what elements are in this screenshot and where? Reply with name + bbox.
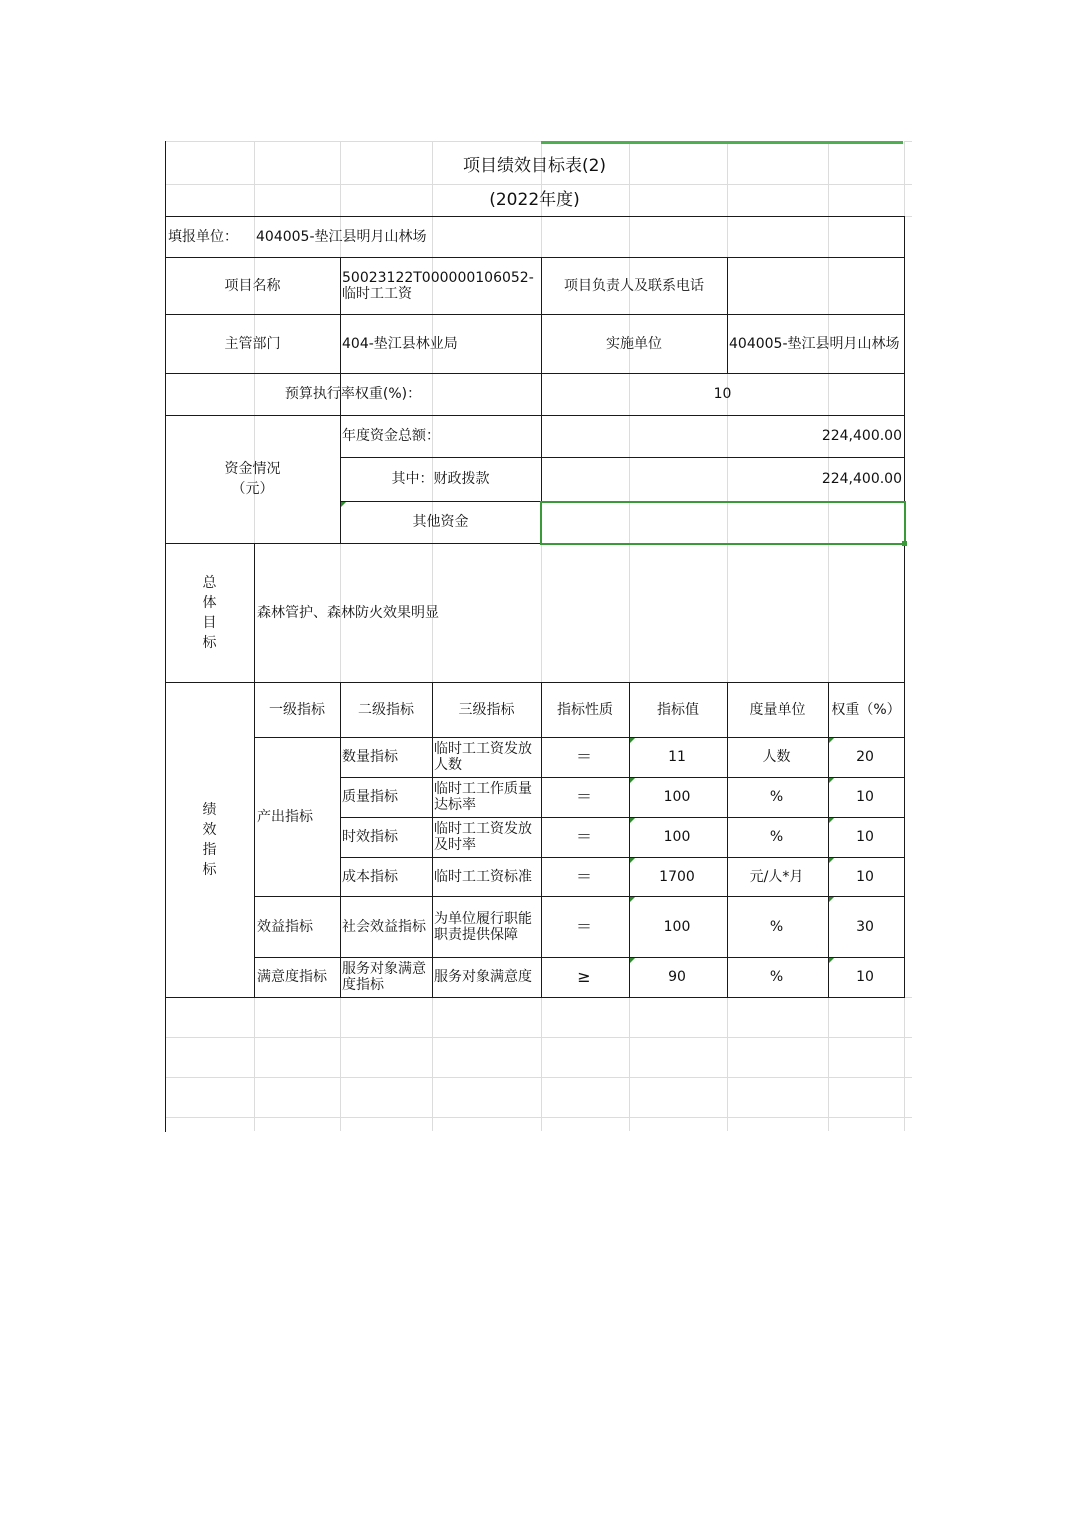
border-v	[254, 543, 255, 998]
indicator-w: 10	[856, 969, 874, 985]
filler-label: 填报单位：	[168, 228, 238, 245]
indicator-unit: %	[769, 969, 784, 985]
header-cell: 度量单位	[749, 701, 806, 718]
vertical-char: 体	[202, 594, 217, 611]
indicator-l2: 服务对象满意度指标	[342, 961, 426, 993]
cell-marker	[829, 738, 834, 743]
gridline-h	[165, 1037, 912, 1038]
dept-label: 主管部门	[224, 335, 281, 352]
indicator-l2: 成本指标	[342, 868, 398, 885]
header-cell: 三级指标	[458, 701, 515, 718]
indicator-l3: 为单位履行职能职责提供保障	[434, 910, 532, 943]
header-cell: 一级指标	[269, 701, 325, 718]
indicator-l2: 时效指标	[342, 829, 398, 845]
project-name-label: 项目名称	[224, 277, 281, 294]
cell-marker	[829, 958, 834, 963]
header-cell: 二级指标	[358, 701, 414, 718]
contact-label: 项目负责人及联系电话	[564, 277, 704, 294]
sheet-title: 项目绩效目标表(2)	[462, 156, 607, 176]
goal-value: 森林管护、森林防火效果明显	[257, 604, 439, 621]
cell-marker	[341, 502, 346, 507]
indicator-l3: 临时工工资标准	[434, 868, 532, 885]
fiscal-value: 224,400.00	[821, 471, 902, 487]
vertical-char: 绩	[202, 801, 217, 818]
indicator-unit: %	[769, 789, 784, 805]
cell-marker	[829, 897, 834, 902]
budget-rate-value: 10	[713, 386, 732, 402]
cell-marker	[630, 818, 635, 823]
vertical-char: 标	[202, 634, 217, 651]
vertical-char: 效	[202, 821, 217, 838]
impl-value: 404005-垫江县明月山林场	[729, 335, 900, 352]
indicator-op: ＝	[575, 866, 592, 886]
indicator-w: 10	[856, 868, 874, 885]
indicator-unit: %	[769, 829, 784, 845]
selected-column-indicator	[541, 141, 903, 144]
indicator-l3: 临时工工资发放人数	[434, 741, 532, 773]
indicator-l2: 社会效益指标	[342, 918, 426, 935]
cell-marker	[829, 818, 834, 823]
cell-marker	[630, 738, 635, 743]
indicator-w: 30	[856, 918, 874, 935]
cell-marker	[829, 858, 834, 863]
indicator-op: ＝	[575, 916, 592, 936]
annual-total-value: 224,400.00	[821, 428, 902, 444]
cell-marker	[630, 778, 635, 783]
dept-value: 404-垫江县林业局	[342, 335, 458, 352]
perf-label	[165, 682, 254, 997]
cell-marker	[630, 858, 635, 863]
gridline-h	[904, 141, 912, 142]
selected-cell[interactable]	[540, 501, 906, 545]
indicator-w: 10	[856, 829, 874, 845]
indicator-l2: 质量指标	[342, 789, 398, 805]
cell-marker	[829, 778, 834, 783]
header-cell: 权重（%）	[831, 701, 901, 718]
border-v	[904, 216, 905, 998]
header-cell: 指标性质	[557, 701, 613, 718]
vertical-char: 指	[202, 841, 217, 858]
fill-handle[interactable]	[902, 541, 907, 546]
indicator-op: ＝	[575, 827, 592, 846]
indicator-unit: 元/人*月	[749, 868, 804, 885]
indicator-op: ＝	[575, 787, 592, 806]
gridline-h	[165, 1117, 912, 1118]
project-name-value: 50023122T000000106052-临时工工资	[342, 269, 534, 302]
gridline-h	[165, 1077, 912, 1078]
indicator-unit: %	[769, 918, 784, 935]
gridline-h	[904, 997, 912, 998]
funds-label: 资金情况 （元）	[224, 461, 281, 497]
goal-label	[165, 543, 254, 682]
fiscal-label: 其中：财政拨款	[391, 471, 490, 487]
indicator-val: 100	[663, 829, 691, 845]
indicator-l3: 临时工工作质量达标率	[434, 781, 532, 813]
indicator-w: 20	[856, 749, 874, 765]
other-funds-label: 其他资金	[412, 514, 469, 530]
indicator-w: 10	[856, 789, 874, 805]
contact-value	[727, 257, 904, 314]
level1-benefit: 效益指标	[257, 918, 313, 935]
impl-label: 实施单位	[606, 335, 662, 352]
level1-satisfaction: 满意度指标	[257, 969, 327, 985]
indicator-val: 90	[668, 969, 686, 985]
indicator-unit: 人数	[762, 749, 791, 765]
indicator-l2: 数量指标	[342, 749, 398, 765]
header-cell: 指标值	[657, 701, 699, 718]
vertical-char: 目	[202, 614, 217, 631]
indicator-op: ≥	[577, 967, 591, 986]
border-h	[165, 997, 905, 998]
indicator-val: 11	[668, 749, 686, 765]
indicator-val: 100	[663, 918, 691, 935]
vertical-char: 总	[202, 574, 217, 591]
filler-value: 404005-垫江县明月山林场	[256, 228, 427, 245]
cell-marker	[630, 897, 635, 902]
indicator-val: 100	[663, 789, 691, 805]
cell-marker	[630, 958, 635, 963]
gridline-h	[165, 141, 541, 142]
indicator-val: 1700	[659, 868, 695, 885]
indicator-l3: 服务对象满意度	[434, 969, 532, 985]
indicator-l3: 临时工工资发放及时率	[434, 821, 532, 853]
border-v	[727, 314, 728, 374]
indicator-op: ＝	[575, 747, 592, 766]
level1-output: 产出指标	[257, 808, 313, 825]
budget-rate-label: 预算执行率权重(%)：	[284, 386, 422, 402]
vertical-char: 标	[202, 861, 217, 878]
annual-total-label: 年度资金总额：	[342, 428, 440, 444]
sheet-year: (2022年度)	[489, 190, 580, 210]
